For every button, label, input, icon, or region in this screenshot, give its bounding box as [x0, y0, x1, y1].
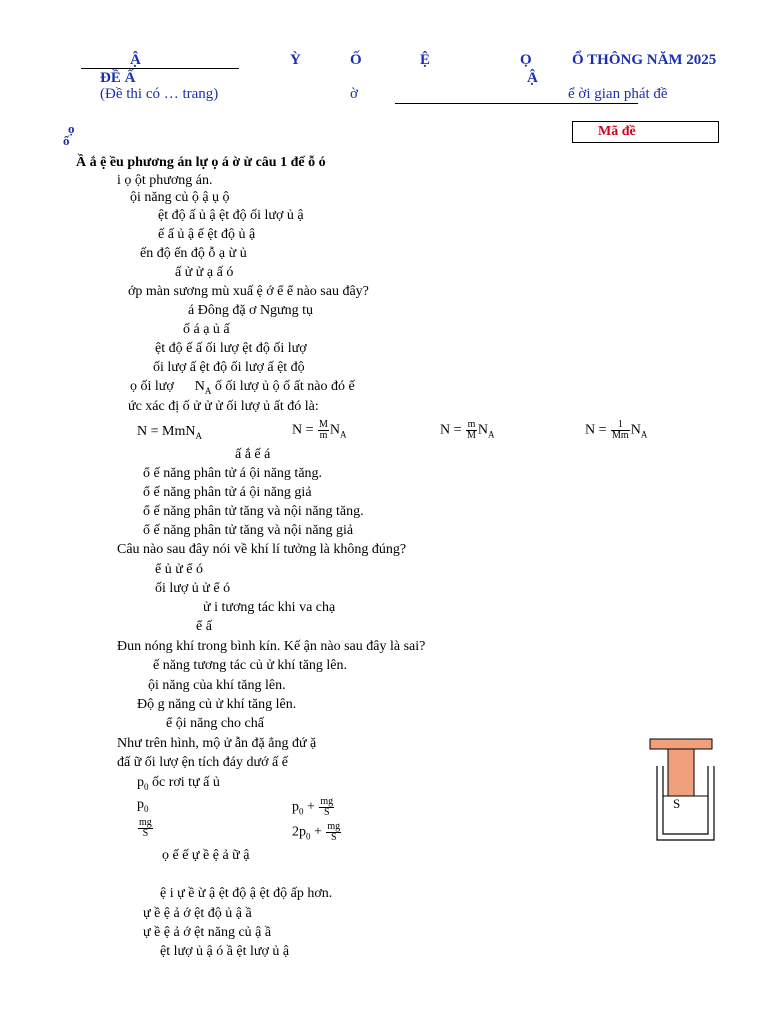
text-line: ự ề ệ ả ớ ệt độ ủ ậ ầ — [143, 906, 252, 921]
formula-option: N = $\frac{M}{m}$ $N_A$ — [292, 419, 347, 441]
text-line: ổ ế năng phân tử á ội năng giả — [143, 485, 312, 500]
fraction: $\frac{mg}{S}$ — [320, 796, 334, 818]
text-line: ội năng củ ộ ậ ụ ộ — [130, 190, 230, 205]
text-line: ệt lượ ủ ậ ó ầ ệt lượ ủ ậ — [160, 944, 290, 959]
text-line: ọ ối lượ $N_A$ ố ối lượ ủ ộ ố ất nào đó ế — [130, 379, 355, 396]
header-title-frag-3: Ệ — [420, 52, 431, 68]
piston-container-figure — [645, 736, 725, 846]
text-line: ấ ắ ế á — [235, 447, 271, 462]
header-title-frag-1: Ỳ — [290, 52, 301, 68]
text-line: ệ i ự ề ừ ậ ệt độ ậ ệt độ ấp hơn. — [160, 886, 333, 901]
pressure-option: $2p_0$ + $\frac{mg}{S}$ — [292, 821, 341, 843]
text-line: ổ ế năng phân tử tăng và nội năng tăng. — [143, 504, 364, 519]
text-line: Ầ ắ ệ ều phương án lự ọ á ờ ừ câu 1 đế ỗ ó — [76, 155, 326, 170]
text-line: ể ấ — [196, 619, 212, 634]
text-line: ổ ế năng phân tử tăng và nội năng giả — [143, 523, 354, 538]
side-mark-2: ố — [63, 133, 70, 148]
exam-code-box — [572, 121, 719, 143]
header-title-frag-4: Ọ — [520, 52, 532, 68]
pressure-option: $p_0$ ốc rơi tự ấ ủ — [137, 775, 220, 792]
text-line: ể ủ ử ể ó — [155, 562, 204, 577]
formula-option: N = $\frac{1}{Mm}$ $N_A$ — [585, 419, 648, 441]
text-line: ệt độ ấ ủ ậ ệt độ ối lượ ủ ậ — [158, 208, 304, 223]
text-line: ớp màn sương mù xuấ ệ ớ ể ể nào sau đây? — [128, 284, 369, 299]
header-left-underline — [81, 68, 239, 69]
text-line: Độ g năng củ ử khí tăng lên. — [137, 697, 297, 712]
formula-option: N = $\frac{m}{M}$ $N_A$ — [440, 419, 495, 441]
fraction: $\frac{1}{Mm}$ — [612, 419, 629, 441]
text-line: ối lượ ấ ệt độ ối lượ ấ ệt độ — [153, 360, 305, 375]
text-line: ối lượ ủ ử ể ó — [155, 581, 231, 596]
text-line: ức xác đị ố ử ử ử ối lượ ủ ất đó là: — [128, 399, 319, 414]
text-line: ế ấ ủ ậ ế ệt độ ủ ậ — [158, 227, 256, 242]
header-mid-sub: ờ — [350, 86, 358, 102]
formula-option: N = MmN$_A$ — [137, 424, 202, 441]
fraction: $\frac{m}{M}$ — [467, 419, 476, 441]
text-line: i ọ ột phương án. — [117, 173, 213, 188]
avogadro-symbol: $N_A$ — [173, 379, 212, 396]
text-line: ế năng tương tác củ ử khí tăng lên. — [153, 658, 348, 673]
exam-code-label: Mã đề — [598, 124, 636, 139]
text-line: ố á ạ ủ ấ — [183, 322, 230, 337]
piston-cap — [650, 739, 712, 749]
text-line: đấ ữ ối lượ ện tích đáy dướ ấ ế — [117, 755, 288, 770]
header-left-top: Ậ — [130, 52, 141, 68]
text-line: ử i tương tác khi va chạ — [203, 600, 336, 615]
text-line: ự ề ệ ả ớ ệt năng củ ậ ầ — [143, 925, 272, 940]
text-line: ổ ế năng phân tử á ội năng tăng. — [143, 466, 323, 481]
side-mark-1: ọ — [68, 121, 75, 136]
pressure-option — [137, 818, 154, 839]
fraction: $\frac{mg}{S}$ — [327, 821, 341, 843]
text-line: ệt độ ế ấ ối lượ ệt độ ối lượ — [155, 341, 307, 356]
header-left-sub: ĐỀ Ấ — [100, 70, 136, 86]
text-line: Đun nóng khí trong bình kín. Kế ận nào sau đây là sai? — [117, 639, 426, 654]
header-title-frag-2: Ố — [350, 52, 362, 68]
text-line: ấ ử ử ạ ấ ó — [175, 265, 234, 280]
pressure-option: $p_0$ — [137, 797, 149, 814]
text-line: ến độ ến độ ỗ ạ ừ ủ — [140, 246, 247, 261]
text-line: ể ội năng cho chấ — [166, 716, 264, 731]
header-title-year: Ổ THÔNG NĂM 2025 — [572, 52, 717, 68]
text-line: Như trên hình, mộ ử ẫn đặ ẳng đứ ặ — [117, 736, 317, 751]
pressure-option: $p_0$ + $\frac{mg}{S}$ — [292, 796, 334, 818]
fraction: $\frac{mg}{S}$ — [139, 817, 152, 839]
text-line: á Đông đặ ơ Ngưng tụ — [188, 303, 314, 318]
fraction: $\frac{M}{m}$ — [319, 419, 328, 441]
text-line: ội năng của khí tăng lên. — [148, 678, 286, 693]
header-time-label: ể ời gian phát đề — [568, 86, 668, 102]
area-label: S — [673, 796, 681, 811]
text-line: ọ ế ế ự ề ệ ả ữ ậ — [162, 848, 250, 863]
header-right-sub: Ậ — [527, 70, 538, 86]
header-page-count: (Đề thi có … trang) — [100, 86, 219, 102]
text-line: Câu nào sau đây nói về khí lí tưởng là không đúng? — [117, 542, 407, 557]
piston-body — [668, 749, 694, 796]
